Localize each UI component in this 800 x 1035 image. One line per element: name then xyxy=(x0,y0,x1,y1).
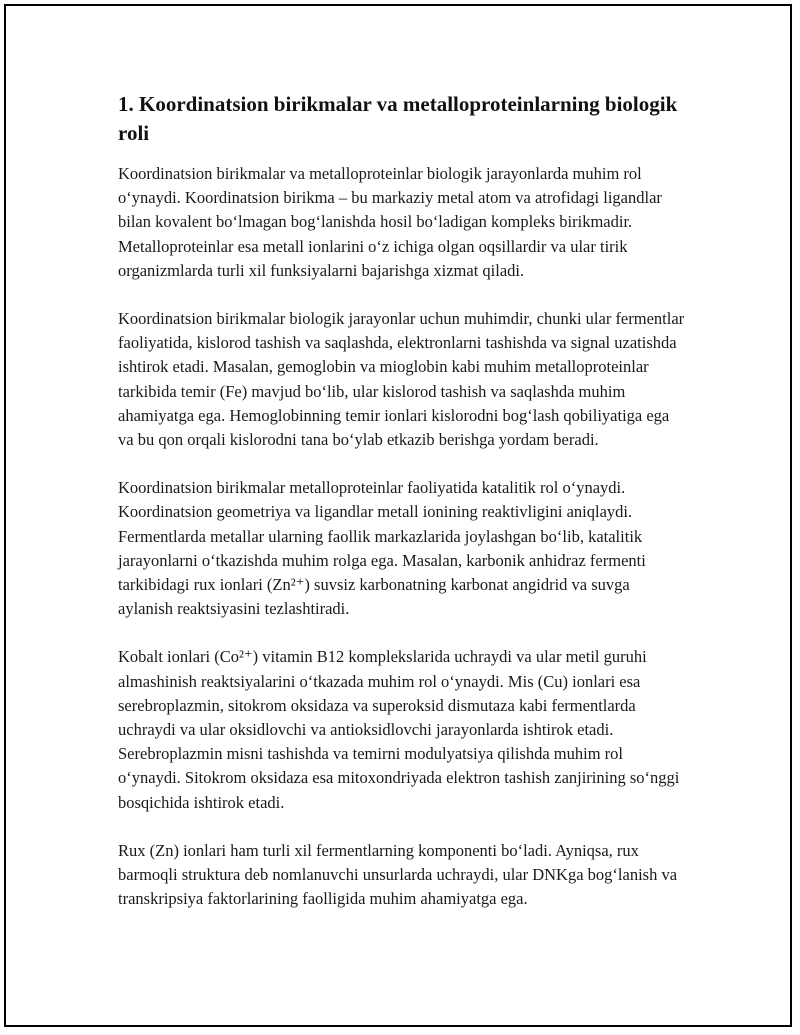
paragraph-cobalt-copper: Kobalt ionlari (Co²⁺) vitamin B12 komplekslarida uchraydi va ular metil guruhi almashinish reaktsiyalarini oʻtkazada muhim rol oʻynaydi. Mis (Cu) ionlari esa serebroplazmin, sitokrom oksidaza va superoksid dismutaza kabi fermentlarda uchraydi va ular oksidlovchi va antioksidlovchi jarayonlarda ishtirok etadi. Serebroplazmin misni tashishda va temirni modulyatsiya qilishda muhim rol oʻynaydi. Sitokrom oksidaza esa mitoxondriyada elektron tashish zanjirining soʻnggi bosqichida ishtirok etadi. xyxy=(118,647,680,812)
paragraph-catalytic-role: Koordinatsion birikmalar metalloproteinlar faoliyatida katalitik rol oʻynaydi. Koordinatsion geometriya va ligandlar metall ionining reaktivligini aniqlaydi. Fermentlarda metallar ularning faollik markazlarida joylashgan boʻlib, katalitik jarayonlarni oʻtkazishda muhim rolga ega. Masalan, karbonik anhidraz fermenti tarkibidagi rux ionlari (Zn²⁺) suvsiz karbonatning karbonat angidrid va suvga aylanish reaktsiyasini tezlashtiradi. xyxy=(118,478,646,619)
section-heading: 1. Koordinatsion birikmalar va metalloproteinlarning biologik roli xyxy=(118,92,678,145)
paragraph-oxygen-transport: Koordinatsion birikmalar biologik jarayonlar uchun muhimdir, chunki ular fermentlar faoliyatida, kislorod tashish va saqlashda, elektronlarni tashishda va signal uzatishda ishtirok etadi. Masalan, gemoglobin va mioglobin kabi muhim metalloproteinlar tarkibida temir (Fe) mavjud boʻlib, ular kislorod tashish va saqlashda muhim ahamiyatga ega. Hemoglobinning temir ionlari kislorodni bogʻlash qobiliyatiga ega va bu qon orqali kislorodni tana boʻylab etkazib berishga yordam beradi. xyxy=(118,309,685,450)
paragraph-zinc: Rux (Zn) ionlari ham turli xil fermentlarning komponenti boʻladi. Ayniqsa, rux barmoqli struktura deb nomlanuvchi unsurlarda uchraydi, ular DNKga bogʻlanish va transkripsiya faktorlarining faolligida muhim ahamiyatga ega. xyxy=(118,840,678,909)
document-body xyxy=(118,90,686,935)
paragraph-intro: Koordinatsion birikmalar va metalloproteinlar biologik jarayonlarda muhim rol oʻynaydi. Koordinatsion birikma – bu markaziy metal atom va atrofidagi ligandlar bilan kovalent boʻlmagan bogʻlanishda hosil boʻladigan kompleks birikmadir. Metalloproteinlar esa metall ionlarini oʻz ichiga olgan oqsillardir va ular tirik organizmlarda turli xil funksiyalarni bajarishga xizmat qiladi. xyxy=(118,164,662,280)
